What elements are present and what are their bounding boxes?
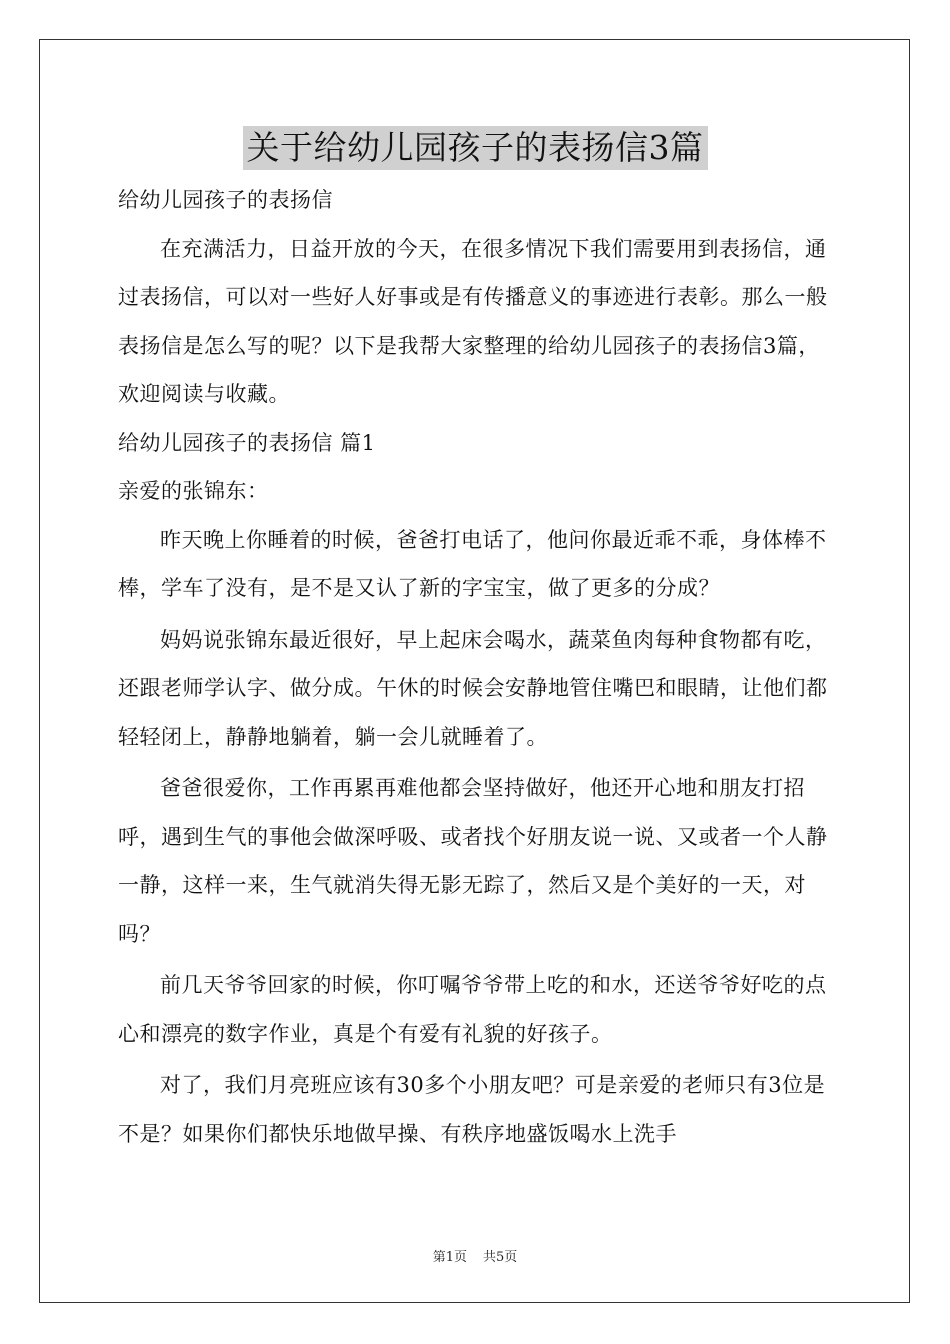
salutation: 亲爱的张锦东： xyxy=(118,479,269,503)
page-footer xyxy=(0,1250,950,1266)
intro-paragraph: 在充满活力，日益开放的今天，在很多情况下我们需要用到表扬信，通过表扬信，可以对一些好人好事或是有传播意义的事迹进行表彰。那么一般表扬信是怎么写的呢？以下是我帮大家整理的给幼儿园孩子的表扬信3篇，欢迎阅读与收藏。 xyxy=(118,236,828,406)
page-number: 第1页 xyxy=(432,1250,467,1265)
body-paragraph: 爸爸很爱你，工作再累再难他都会坚持做好，他还开心地和朋友打招呼，遇到生气的事他会做深呼吸、或者找个好朋友说一说、又或者一个人静一静，这样一来，生气就消失得无影无踪了，然后又是个美好的一天，对吗？ xyxy=(118,776,828,946)
body-paragraph: 前几天爷爷回家的时候，你叮嘱爷爷带上吃的和水，还送爷爷好吃的点心和漂亮的数字作业，真是个有爱有礼貌的好孩子。 xyxy=(118,973,827,1046)
title-container xyxy=(0,126,950,170)
body-paragraph: 昨天晚上你睡着的时候，爸爸打电话了，他问你最近乖不乖，身体棒不棒，学车了没有，是不是又认了新的字宝宝，做了更多的分成？ xyxy=(118,527,827,600)
body-paragraph: 妈妈说张锦东最近很好，早上起床会喝水，蔬菜鱼肉每种食物都有吃，还跟老师学认字、做分成。午休的时候会安静地管住嘴巴和眼睛，让他们都轻轻闭上，静静地躺着，躺一会儿就睡着了。 xyxy=(118,627,828,749)
document-title: 关于给幼儿园孩子的表扬信3篇 xyxy=(243,126,708,170)
document-body xyxy=(118,176,834,1158)
subtitle: 给幼儿园孩子的表扬信 xyxy=(118,188,333,212)
page-total: 共5页 xyxy=(483,1250,518,1265)
body-paragraph: 对了，我们月亮班应该有30多个小朋友吧？可是亲爱的老师只有3位是不是？如果你们都快乐地做早操、有秩序地盛饭喝水上洗手 xyxy=(118,1073,826,1146)
section-heading: 给幼儿园孩子的表扬信 篇1 xyxy=(118,430,376,455)
